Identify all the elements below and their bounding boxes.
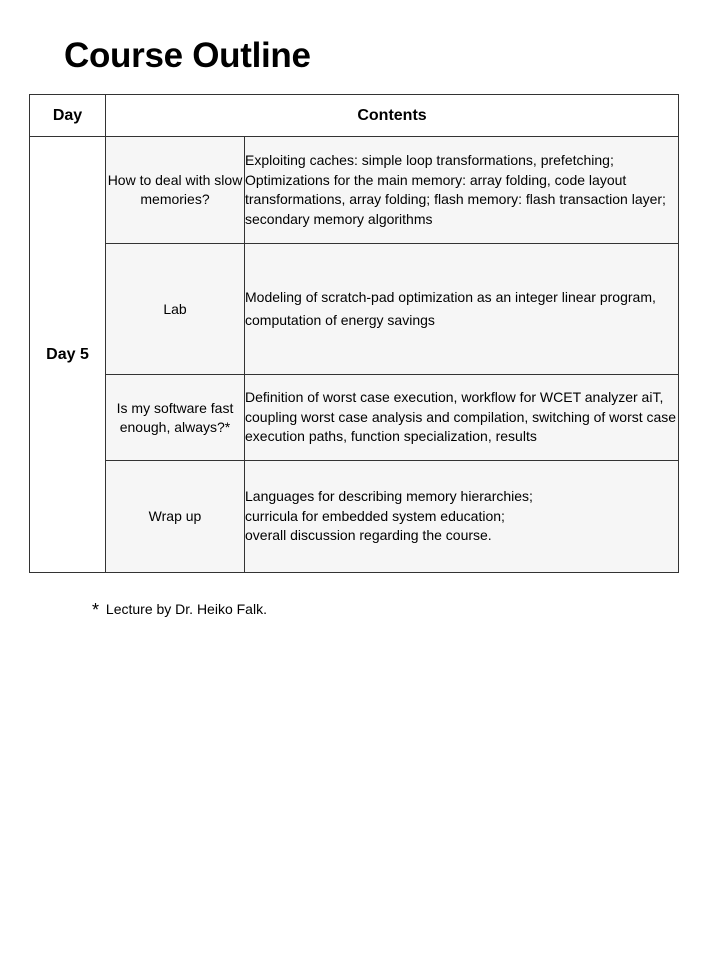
content-cell: Exploiting caches: simple loop transformations, prefetching; Optimizations for the main memory: array folding, code layout transformations, array folding; flash memory: flash transaction layer; secondary memory algorithms <box>245 137 679 244</box>
table-row <box>30 375 679 461</box>
table-row <box>30 137 679 244</box>
table-row <box>30 244 679 375</box>
content-cell: Modeling of scratch-pad optimization as an integer linear program, computation of energy savings <box>245 244 679 375</box>
topic-cell: Lab <box>106 244 245 375</box>
header-contents: Contents <box>106 95 679 137</box>
content-line: curricula for embedded system education; <box>245 507 505 524</box>
header-day: Day <box>30 95 106 137</box>
day-cell: Day 5 <box>30 137 106 573</box>
topic-cell: Wrap up <box>106 461 245 573</box>
topic-cell: How to deal with slow memories? <box>106 137 245 244</box>
content-cell: Definition of worst case execution, workflow for WCET analyzer aiT, coupling worst case analysis and compilation, switching of worst case execution paths, function specialization, results <box>245 375 679 461</box>
table-row <box>30 461 679 573</box>
course-outline-table <box>29 94 679 573</box>
topic-cell: Is my software fast enough, always?* <box>106 375 245 461</box>
footnote-marker: * <box>92 600 100 620</box>
table-header-row <box>30 95 679 137</box>
page-title: Course Outline <box>64 36 311 75</box>
footnote <box>92 598 267 619</box>
content-line: Languages for describing memory hierarchies; <box>245 488 533 505</box>
footnote-text: Lecture by Dr. Heiko Falk. <box>105 601 267 617</box>
content-cell <box>245 461 679 573</box>
content-line: overall discussion regarding the course. <box>245 527 492 544</box>
